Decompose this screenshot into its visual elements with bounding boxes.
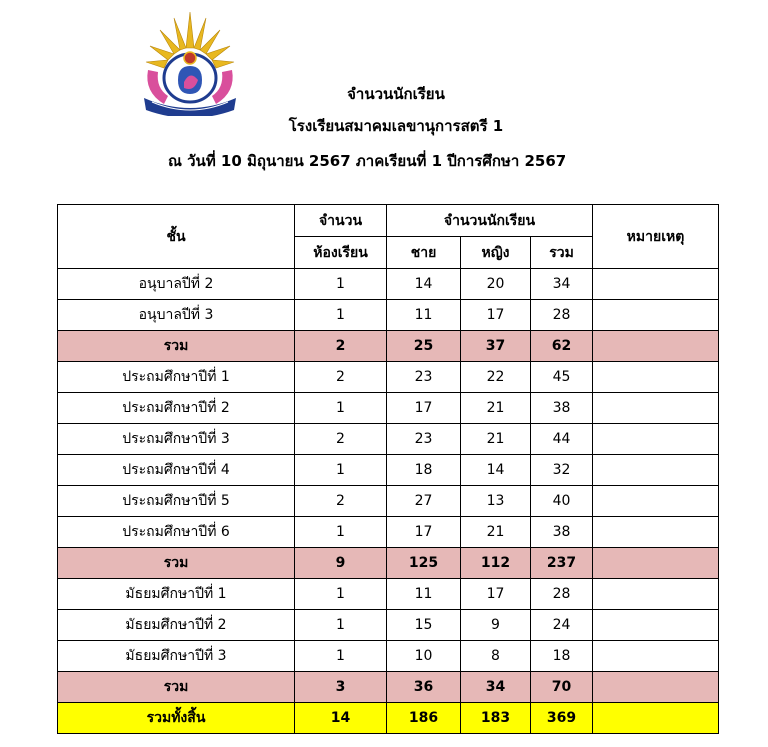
cell-grade: มัธยมศึกษาปีที่ 1 xyxy=(58,579,295,610)
cell-rooms: 2 xyxy=(295,362,387,393)
cell-rooms: 1 xyxy=(295,517,387,548)
cell-remark xyxy=(593,579,719,610)
cell-male: 36 xyxy=(387,672,461,703)
cell-remark xyxy=(593,486,719,517)
cell-grade: รวมทั้งสิ้น xyxy=(58,703,295,734)
table-row xyxy=(58,424,719,455)
cell-remark xyxy=(593,455,719,486)
header-grade: ชั้น xyxy=(58,205,295,269)
subtotal-row xyxy=(58,672,719,703)
cell-rooms: 2 xyxy=(295,331,387,362)
cell-total: 45 xyxy=(531,362,593,393)
cell-male: 11 xyxy=(387,579,461,610)
cell-grade: รวม xyxy=(58,331,295,362)
cell-grade: ประถมศึกษาปีที่ 3 xyxy=(58,424,295,455)
report-date-line: ณ วันที่ 10 มิถุนายน 2567 ภาคเรียนที่ 1 ปีการศึกษา 2567 xyxy=(168,152,567,170)
cell-total: 24 xyxy=(531,610,593,641)
cell-male: 25 xyxy=(387,331,461,362)
cell-male: 10 xyxy=(387,641,461,672)
cell-total: 34 xyxy=(531,269,593,300)
cell-grade: ประถมศึกษาปีที่ 6 xyxy=(58,517,295,548)
cell-remark xyxy=(593,424,719,455)
cell-remark xyxy=(593,362,719,393)
header-remark: หมายเหตุ xyxy=(593,205,719,269)
cell-total: 40 xyxy=(531,486,593,517)
student-count-table xyxy=(57,204,719,734)
cell-female: 14 xyxy=(461,455,531,486)
cell-male: 27 xyxy=(387,486,461,517)
cell-female: 20 xyxy=(461,269,531,300)
cell-male: 186 xyxy=(387,703,461,734)
header-rooms: จำนวน xyxy=(295,205,387,237)
cell-rooms: 2 xyxy=(295,486,387,517)
school-name: โรงเรียนสมาคมเลขานุการสตรี 1 xyxy=(288,117,504,135)
cell-rooms: 1 xyxy=(295,393,387,424)
cell-female: 8 xyxy=(461,641,531,672)
table-row xyxy=(58,362,719,393)
cell-male: 11 xyxy=(387,300,461,331)
cell-grade: มัธยมศึกษาปีที่ 3 xyxy=(58,641,295,672)
cell-rooms: 1 xyxy=(295,455,387,486)
table-row xyxy=(58,393,719,424)
cell-grade: ประถมศึกษาปีที่ 2 xyxy=(58,393,295,424)
cell-male: 17 xyxy=(387,517,461,548)
cell-total: 28 xyxy=(531,579,593,610)
cell-grade: อนุบาลปีที่ 3 xyxy=(58,300,295,331)
cell-rooms: 14 xyxy=(295,703,387,734)
cell-rooms: 1 xyxy=(295,269,387,300)
table-row xyxy=(58,579,719,610)
cell-remark xyxy=(593,517,719,548)
cell-total: 62 xyxy=(531,331,593,362)
cell-female: 34 xyxy=(461,672,531,703)
cell-female: 183 xyxy=(461,703,531,734)
cell-grade: ประถมศึกษาปีที่ 5 xyxy=(58,486,295,517)
grand-total-row xyxy=(58,703,719,734)
cell-grade: ประถมศึกษาปีที่ 4 xyxy=(58,455,295,486)
report-title: จำนวนนักเรียน xyxy=(347,85,445,103)
cell-rooms: 9 xyxy=(295,548,387,579)
table-row xyxy=(58,269,719,300)
cell-total: 369 xyxy=(531,703,593,734)
cell-total: 38 xyxy=(531,517,593,548)
cell-total: 28 xyxy=(531,300,593,331)
cell-total: 70 xyxy=(531,672,593,703)
header-female: หญิง xyxy=(461,237,531,269)
cell-remark xyxy=(593,672,719,703)
table-row xyxy=(58,610,719,641)
cell-rooms: 1 xyxy=(295,300,387,331)
cell-grade: ประถมศึกษาปีที่ 1 xyxy=(58,362,295,393)
header-rooms-sub: ห้องเรียน xyxy=(295,237,387,269)
cell-rooms: 1 xyxy=(295,610,387,641)
cell-female: 22 xyxy=(461,362,531,393)
cell-rooms: 1 xyxy=(295,579,387,610)
cell-remark xyxy=(593,703,719,734)
cell-female: 21 xyxy=(461,393,531,424)
table-row xyxy=(58,486,719,517)
cell-rooms: 3 xyxy=(295,672,387,703)
cell-remark xyxy=(593,548,719,579)
cell-female: 17 xyxy=(461,579,531,610)
header-students: จำนวนนักเรียน xyxy=(387,205,593,237)
cell-remark xyxy=(593,300,719,331)
cell-remark xyxy=(593,269,719,300)
cell-female: 21 xyxy=(461,424,531,455)
cell-female: 112 xyxy=(461,548,531,579)
cell-remark xyxy=(593,393,719,424)
subtotal-row xyxy=(58,331,719,362)
cell-male: 23 xyxy=(387,424,461,455)
cell-remark xyxy=(593,331,719,362)
cell-remark xyxy=(593,641,719,672)
cell-total: 44 xyxy=(531,424,593,455)
cell-female: 21 xyxy=(461,517,531,548)
cell-male: 15 xyxy=(387,610,461,641)
cell-total: 38 xyxy=(531,393,593,424)
table-row xyxy=(58,300,719,331)
subtotal-row xyxy=(58,548,719,579)
cell-grade: อนุบาลปีที่ 2 xyxy=(58,269,295,300)
cell-male: 17 xyxy=(387,393,461,424)
cell-rooms: 2 xyxy=(295,424,387,455)
cell-remark xyxy=(593,610,719,641)
cell-female: 17 xyxy=(461,300,531,331)
table-row xyxy=(58,517,719,548)
cell-female: 13 xyxy=(461,486,531,517)
cell-grade: มัธยมศึกษาปีที่ 2 xyxy=(58,610,295,641)
table-row xyxy=(58,455,719,486)
cell-grade: รวม xyxy=(58,548,295,579)
cell-female: 9 xyxy=(461,610,531,641)
cell-grade: รวม xyxy=(58,672,295,703)
header-total: รวม xyxy=(531,237,593,269)
cell-male: 14 xyxy=(387,269,461,300)
cell-rooms: 1 xyxy=(295,641,387,672)
cell-total: 18 xyxy=(531,641,593,672)
cell-male: 23 xyxy=(387,362,461,393)
cell-male: 125 xyxy=(387,548,461,579)
cell-total: 32 xyxy=(531,455,593,486)
cell-male: 18 xyxy=(387,455,461,486)
table-body xyxy=(58,269,719,734)
cell-female: 37 xyxy=(461,331,531,362)
cell-total: 237 xyxy=(531,548,593,579)
header-male: ชาย xyxy=(387,237,461,269)
table-row xyxy=(58,641,719,672)
